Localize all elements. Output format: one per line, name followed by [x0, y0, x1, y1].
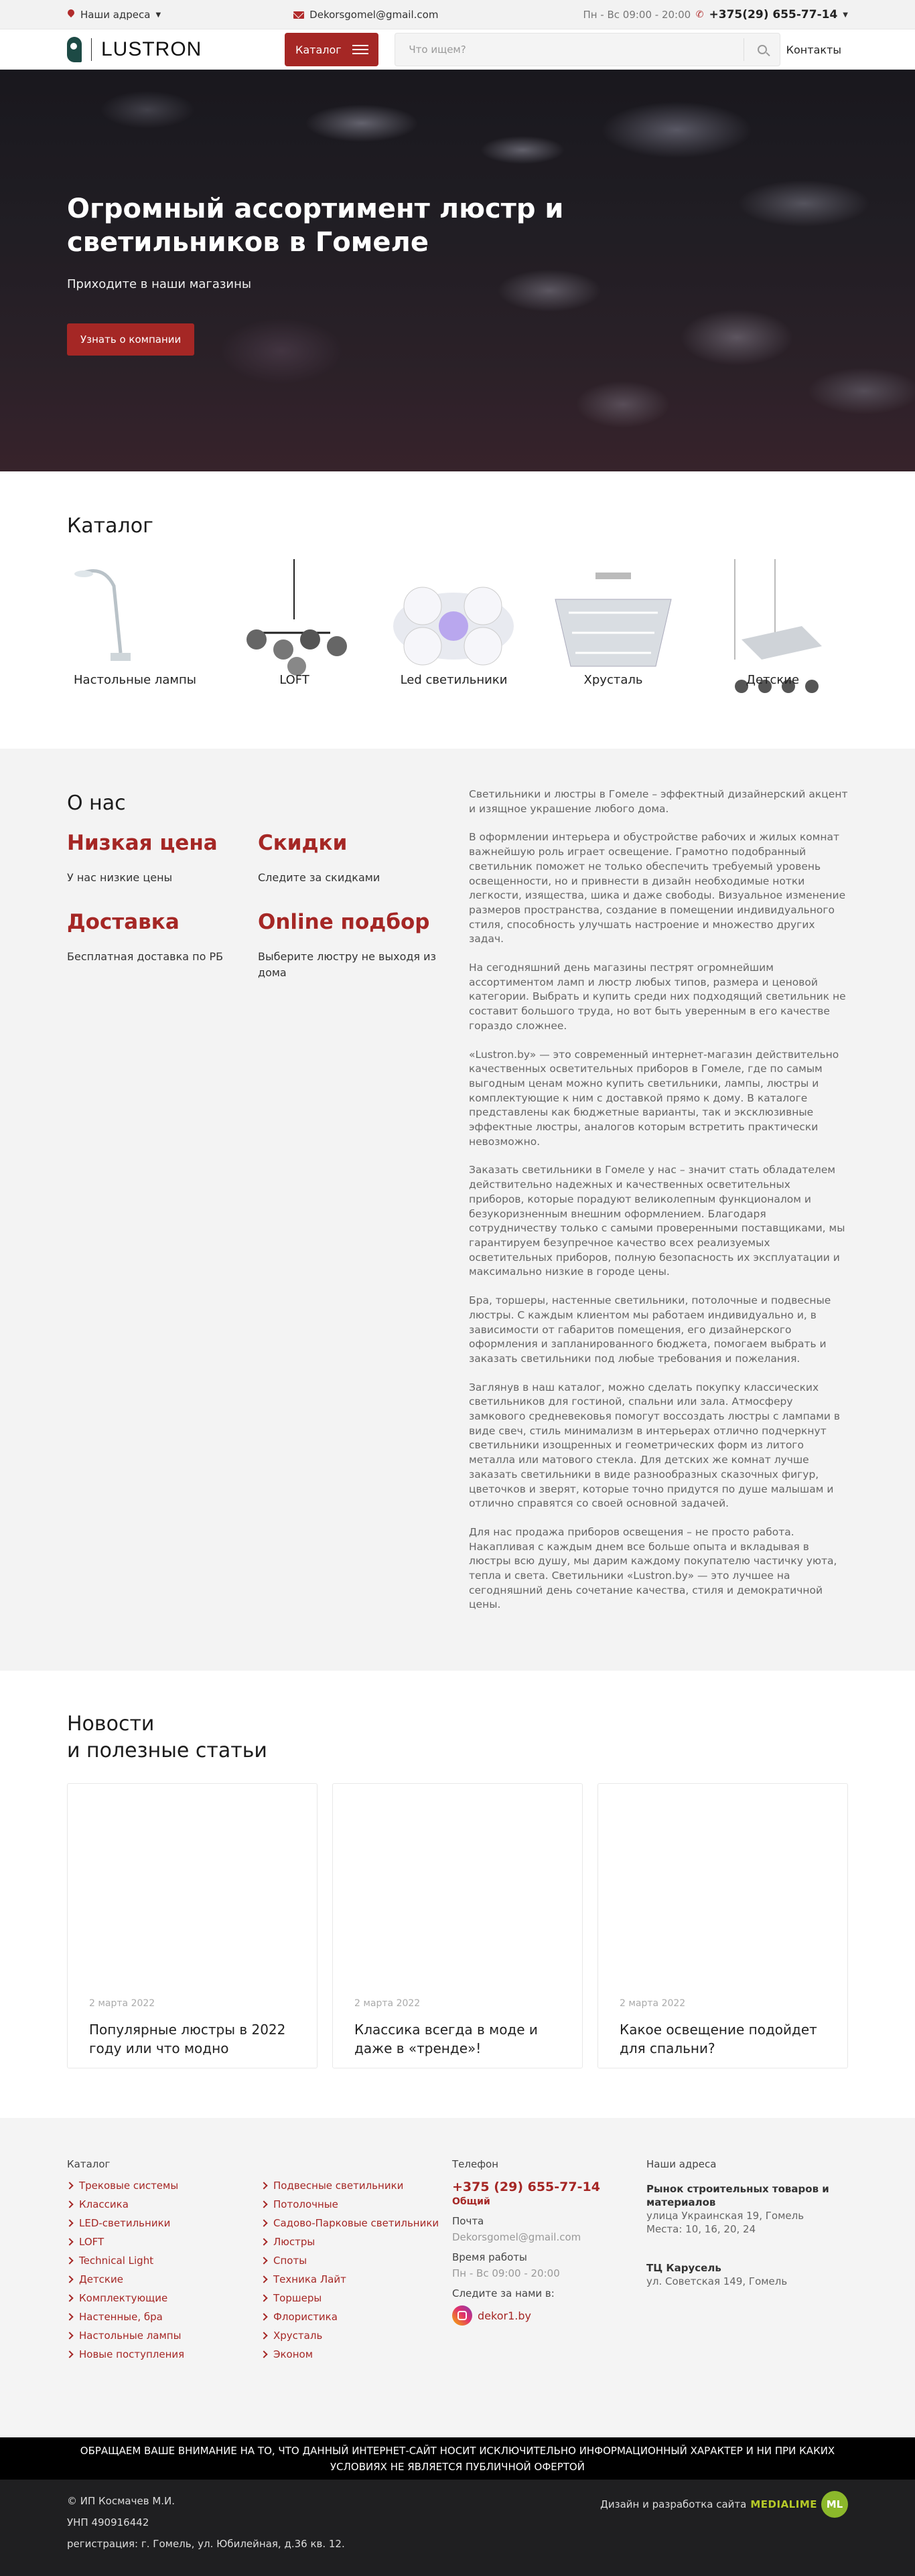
footer-link[interactable]: Эконом — [261, 2348, 452, 2360]
feature-discounts — [258, 831, 449, 886]
news-date: 2 марта 2022 — [620, 1998, 686, 2010]
catalog-item-loft[interactable] — [223, 559, 366, 702]
hero-content — [67, 192, 589, 356]
footer-link[interactable]: Новые поступления — [67, 2348, 261, 2360]
about-text — [469, 787, 848, 1626]
search-box — [395, 33, 780, 66]
legal-notice — [0, 2437, 915, 2480]
about-paragraph: На сегодняшний день магазины пестрят огромнейшим ассортиментом ламп и люстр любых типов, размера и ценовой категории. Выбрать и купить среди них подходящий светильник не составит большого труда, но вот быть уверенным в его качестве гораздо сложнее. — [469, 962, 846, 1032]
footer-phone-note: Общий — [452, 2196, 490, 2208]
email-link[interactable] — [293, 9, 438, 21]
developer-brand: MEDIALIME — [750, 2498, 817, 2511]
news-card-title: Популярные люстры в 2022 году или что модно — [89, 2022, 286, 2057]
company-unp: УНП 490916442 — [67, 2516, 149, 2529]
store-name: ТЦ Карусель — [646, 2262, 721, 2275]
developer-logo: ML — [821, 2491, 848, 2518]
phone-number: +375(29) 655-77-14 — [709, 8, 838, 21]
footer-link[interactable]: Садово-Парковые светильники — [261, 2217, 452, 2229]
footer-link[interactable]: Люстры — [261, 2236, 452, 2248]
news-card-title: Классика всегда в моде и даже в «тренде»! — [354, 2022, 538, 2057]
features-grid — [67, 831, 469, 981]
catalog-item-label: Led светильники — [400, 673, 508, 687]
store-name: Рынок строительных товаров и материалов — [646, 2183, 829, 2209]
catalog-list — [64, 559, 848, 702]
footer-catalog — [67, 2158, 452, 2360]
bottom-bar — [0, 2480, 915, 2576]
footer-mail-head: Почта — [452, 2215, 484, 2228]
catalog-item-label: Настольные лампы — [74, 673, 196, 687]
news-date: 2 марта 2022 — [354, 1998, 421, 2010]
legal-notice-text: ОБРАЩАЕМ ВАШЕ ВНИМАНИЕ НА ТО, ЧТО ДАННЫЙ ИНТЕРНЕТ-САЙТ НОСИТ ИСКЛЮЧИТЕЛЬНО ИНФОРМАЦИОННЫЙ ХАРАКТЕР И НИ ПРИ КАКИХ УСЛОВИЯХ НЕ ЯВЛЯЕТСЯ ПУБЛИЧНОЙ ОФЕРТОЙ — [80, 2444, 835, 2473]
feature-text: У нас низкие цены — [67, 871, 173, 884]
news-title-line1: Новости — [67, 1712, 155, 1736]
location-pin-icon — [67, 9, 75, 20]
email-text: Dekorsgomel@gmail.com — [309, 9, 439, 21]
envelope-icon — [293, 11, 304, 19]
news-section — [0, 1671, 915, 2118]
news-card[interactable] — [597, 1783, 848, 2068]
footer-addresses — [646, 2158, 848, 2360]
catalog-item-label: Детские — [746, 673, 800, 687]
footer-link[interactable]: Потолочные — [261, 2198, 452, 2210]
catalog-item-led[interactable] — [382, 559, 525, 702]
feature-title: Скидки — [258, 831, 348, 855]
working-hours: Пн - Вс 09:00 - 20:00 — [583, 9, 691, 21]
instagram-handle: dekor1.by — [478, 2309, 531, 2322]
store-address: улица Украинская 19, Гомель — [646, 2210, 804, 2222]
search-button[interactable] — [744, 38, 780, 61]
phone-dropdown[interactable] — [696, 8, 848, 21]
contacts-link[interactable]: Контакты — [786, 43, 841, 56]
menu-icon — [352, 45, 368, 54]
feature-text: Следите за скидками — [258, 871, 380, 884]
phone-icon: ✆ — [695, 9, 704, 20]
catalog-item-crystal[interactable] — [542, 559, 685, 702]
footer-link[interactable]: Настольные лампы — [67, 2330, 261, 2342]
addresses-label: Наши адреса — [80, 9, 151, 21]
catalog-item-kids[interactable] — [701, 559, 844, 702]
logo-divider — [91, 38, 92, 61]
news-card[interactable] — [67, 1783, 318, 2068]
developer-text: Дизайн и разработка сайта — [600, 2498, 747, 2511]
about-paragraph: «Lustron.by» — это современный интернет-магазин действительно качественных осветительных приборов в Гомеле, где по самым выгодным ценам можно купить светильники, лампы, люстры и комплектующие к ним с доставкой прямо к дому. В каталоге представлены как бюджетные варианты, так и эксклюзивные эффектные люстры, аналогов которым встретить практически невозможно. — [469, 1048, 839, 1148]
footer-follow-head: Следите за нами в: — [452, 2287, 555, 2300]
footer-hours: Пн - Вс 09:00 - 20:00 — [452, 2267, 560, 2280]
news-date: 2 марта 2022 — [89, 1998, 155, 2010]
logo-icon — [67, 37, 82, 62]
news-title — [67, 1711, 335, 1764]
about-paragraph: Светильники и люстры в Гомеле – эффектный дизайнерский акцент и изящное украшение любого дома. — [469, 788, 848, 815]
hero-banner — [0, 70, 915, 471]
company-registration: регистрация: г. Гомель, ул. Юбилейная, д.36 кв. 12. — [67, 2538, 345, 2551]
news-card[interactable] — [332, 1783, 583, 2068]
news-title-line2: и полезные статьи — [67, 1739, 267, 1763]
footer-link[interactable]: Трековые системы — [67, 2180, 261, 2192]
footer-catalog-head: Каталог — [67, 2158, 111, 2171]
footer-link[interactable]: Споты — [261, 2255, 452, 2267]
about-paragraph: Заказать светильники в Гомеле у нас – значит стать обладателем действительно надежных и качественных осветительных приборов, которые порадуют великолепным функционалом и безукоризненным внешним оформлением. Благодаря сотрудничеству только с самыми проверенными поставщиками, мы гарантируем безупречное качество всех реализуемых осветительных приборов, полную безопасность их эксплуатации и максимально низкие в городе цены. — [469, 1164, 845, 1278]
store-places: Места: 10, 16, 20, 24 — [646, 2223, 756, 2236]
catalog-section — [0, 471, 915, 749]
footer-link[interactable]: Классика — [67, 2198, 261, 2210]
footer-phone-head: Телефон — [452, 2158, 499, 2171]
about-paragraph: В оформлении интерьера и обустройстве рабочих и жилых комнат важнейшую роль играет освещение. Грамотно подобранный светильник поможет не только обеспечить требуемый уровень освещенности, но и привнести в дизайн необходимые нотки легкости, изящества, шика и даже свободы. Визуальное изменение размеров пространства, создание в помещении индивидуального стиля, способность улучшать настроение и множество других задач. — [469, 831, 846, 945]
footer-mail[interactable]: Dekorsgomel@gmail.com — [452, 2231, 581, 2244]
instagram-link[interactable] — [452, 2305, 646, 2326]
catalog-button-label: Каталог — [295, 43, 342, 56]
footer-link[interactable]: LED-светильники — [67, 2217, 261, 2229]
feature-title: Доставка — [67, 910, 180, 934]
feature-title: Online подбор — [258, 910, 430, 934]
company-info — [67, 2490, 345, 2555]
instagram-icon — [452, 2305, 472, 2326]
search-input[interactable] — [395, 44, 744, 56]
footer-phone[interactable]: +375 (29) 655-77-14 — [452, 2180, 600, 2195]
footer — [0, 2118, 915, 2437]
addresses-dropdown[interactable] — [67, 9, 161, 21]
about-paragraph: Заглянув в наш каталог, можно сделать покупку классических светильников для гостиной, спальни или зала. Атмосферу замкового средневековья помогут воссоздать люстры с лампами в виде свеч, стиль минимализм в интерьерах отлично подчеркнут светильники изощренных и геометрических форм из литого металла или матового стекла. Для детских же комнат лучше заказать светильники в виде разнообразных сказочных фигур, цветочков и зверят, которые точно придутся по душе малышам и отлично справятся со своей основной задачей. — [469, 1381, 841, 1510]
about-paragraph: Бра, торшеры, настенные светильники, потолочные и подвесные люстры. С каждым клиентом мы работаем индивидуально и, в зависимости от габаритов помещения, его дизайнерского оформления и запланированного бюджета, помогаем выбрать и заказать светильники под любые требования и пожелания. — [469, 1294, 831, 1365]
footer-link[interactable]: Комплектующие — [67, 2292, 261, 2304]
chevron-down-icon: ▼ — [155, 11, 161, 19]
store-address: ул. Советская 149, Гомель — [646, 2275, 788, 2288]
feature-text: Выберите люстру не выходя из дома — [258, 950, 437, 979]
about-title: О нас — [67, 791, 126, 815]
footer-link[interactable]: Детские — [67, 2273, 261, 2285]
about-paragraph: Для нас продажа приборов освещения – не просто работа. Накапливая с каждым днем все больше опыта и вкладывая в люстры всю душу, мы дарим каждому покупателю частичку уюта, тепла и света. Светильники «Lustron.by» — это лучшее на сегодняшний день сочетание качества, стиля и демократичной цены. — [469, 1525, 837, 1611]
footer-link[interactable]: Technical Light — [67, 2255, 261, 2267]
hero-subtitle: Приходите в наши магазины — [67, 277, 252, 291]
chevron-down-icon: ▼ — [843, 11, 848, 19]
footer-link[interactable]: Техника Лайт — [261, 2273, 452, 2285]
developer-link[interactable] — [600, 2490, 848, 2518]
footer-link[interactable]: Торшеры — [261, 2292, 452, 2304]
footer-link[interactable]: Подвесные светильники — [261, 2180, 452, 2192]
logo-text: LUSTRON — [101, 38, 202, 60]
footer-addr-head: Наши адреса — [646, 2158, 717, 2171]
footer-link[interactable]: Хрусталь — [261, 2330, 452, 2342]
about-company-button[interactable]: Узнать о компании — [67, 323, 194, 356]
feature-title: Низкая цена — [67, 831, 218, 855]
header — [0, 29, 915, 70]
footer-link[interactable]: LOFT — [67, 2236, 261, 2248]
hero-title: Огромный ассортимент люстр и светильников в Гомеле — [67, 194, 564, 258]
company-name: © ИП Космачев М.И. — [67, 2495, 175, 2508]
feature-delivery — [67, 910, 258, 981]
about-section — [0, 749, 915, 1671]
search-icon — [758, 45, 767, 54]
catalog-item-desk-lamps[interactable] — [64, 559, 206, 702]
catalog-button[interactable] — [285, 33, 378, 66]
news-card-title: Какое освещение подойдет для спальни? — [620, 2022, 817, 2057]
site-logo[interactable] — [67, 37, 202, 62]
feature-online-selection — [258, 910, 449, 981]
footer-link[interactable]: Настенные, бра — [67, 2311, 261, 2323]
feature-low-price — [67, 831, 258, 886]
catalog-title: Каталог — [67, 514, 153, 538]
feature-text: Бесплатная доставка по РБ — [67, 950, 224, 963]
catalog-item-label: LOFT — [279, 673, 309, 687]
footer-link[interactable]: Флористика — [261, 2311, 452, 2323]
about-features — [67, 787, 469, 1626]
catalog-item-label: Хрусталь — [583, 673, 643, 687]
news-list — [67, 1783, 848, 2068]
topbar — [0, 0, 915, 29]
footer-contacts — [452, 2158, 646, 2360]
footer-hours-head: Время работы — [452, 2251, 527, 2264]
footer-catalog-links — [67, 2180, 452, 2360]
